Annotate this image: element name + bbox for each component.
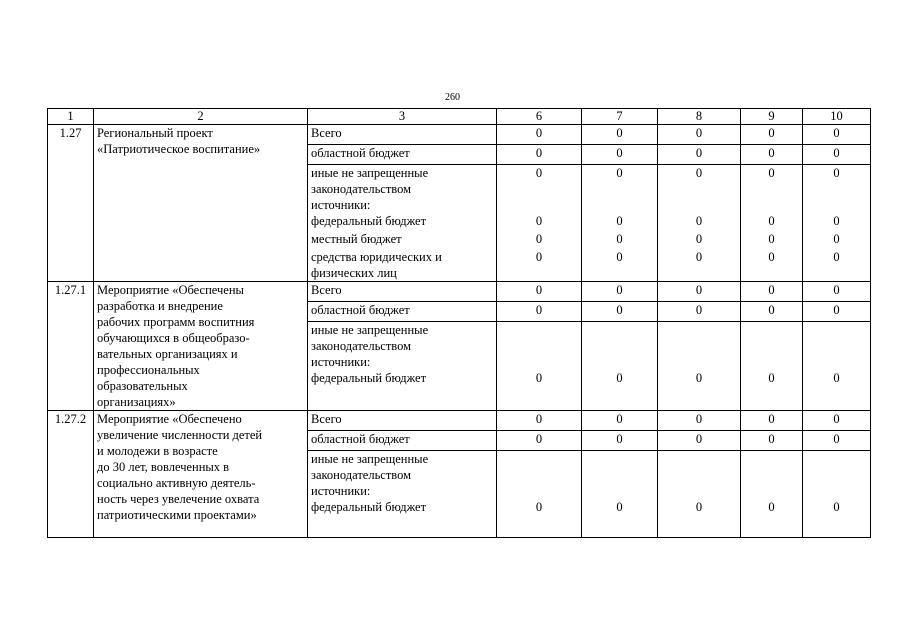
value-cell: 0 — [497, 322, 582, 411]
header-cell: 9 — [741, 109, 803, 125]
value-cell: 0 — [803, 145, 871, 165]
value-cell: 0 — [803, 282, 871, 302]
value-cell: 0 0 0 0 — [741, 165, 803, 282]
source-label — [308, 322, 497, 411]
source-line: законодательством — [311, 182, 412, 196]
value-cell: 0 0 0 0 — [582, 165, 658, 282]
name-line: Мероприятие «Обеспечено — [97, 412, 242, 426]
name-line: социально активную деятель- — [97, 476, 256, 490]
value-cell: 0 — [741, 451, 803, 538]
value-cell: 0 — [803, 451, 871, 538]
value-cell: 0 — [658, 282, 741, 302]
value-cell: 0 0 0 0 — [658, 165, 741, 282]
source-line: федеральный бюджет — [311, 500, 427, 514]
header-cell: 3 — [308, 109, 497, 125]
value-cell: 0 — [497, 451, 582, 538]
name-line: обучающихся в общеобразо- — [97, 331, 250, 345]
value-cell: 0 — [582, 322, 658, 411]
name-line: увеличение численности детей — [97, 428, 263, 442]
source-line: законодательством — [311, 339, 412, 353]
table-row — [48, 282, 871, 302]
header-row — [48, 109, 871, 125]
header-cell: 1 — [48, 109, 94, 125]
name-line: Региональный проект — [97, 126, 213, 140]
value-cell: 0 — [582, 451, 658, 538]
name-line: организациях» — [97, 395, 176, 409]
name-line: до 30 лет, вовлеченных в — [97, 460, 230, 474]
source-label: областной бюджет — [308, 302, 497, 322]
page-number: 260 — [445, 92, 460, 103]
source-label: Всего — [308, 411, 497, 431]
header-cell: 7 — [582, 109, 658, 125]
value-cell: 0 — [582, 411, 658, 431]
header-cell: 2 — [94, 109, 308, 125]
source-line: федеральный бюджет — [311, 371, 427, 385]
value-cell: 0 — [658, 431, 741, 451]
name-line: рабочих программ воспитния — [97, 315, 255, 329]
name-line: ность через увелечение охвата — [97, 492, 260, 506]
row-name — [94, 282, 308, 411]
header-cell: 8 — [658, 109, 741, 125]
name-line: профессиональных — [97, 363, 200, 377]
value-cell: 0 0 0 0 — [803, 165, 871, 282]
value-cell: 0 — [582, 431, 658, 451]
row-code: 1.27.2 — [48, 411, 94, 538]
source-label: областной бюджет — [308, 431, 497, 451]
value-cell: 0 — [658, 302, 741, 322]
name-line: вательных организациях и — [97, 347, 238, 361]
source-label — [308, 451, 497, 538]
source-line: средства юридических и — [311, 250, 442, 264]
source-line: федеральный бюджет — [311, 214, 427, 228]
row-code: 1.27 — [48, 125, 94, 282]
value-cell: 0 — [658, 411, 741, 431]
source-label — [308, 165, 497, 282]
value-cell: 0 — [741, 145, 803, 165]
value-cell: 0 — [658, 145, 741, 165]
name-line: «Патриотическое воспитание» — [97, 142, 261, 156]
source-label: Всего — [308, 282, 497, 302]
value-cell: 0 — [497, 302, 582, 322]
value-cell: 0 — [803, 302, 871, 322]
value-cell: 0 — [658, 451, 741, 538]
table-row — [48, 411, 871, 431]
value-cell: 0 — [582, 282, 658, 302]
source-label: Всего — [308, 125, 497, 145]
value-cell: 0 — [582, 125, 658, 145]
value-cell: 0 — [497, 145, 582, 165]
row-code: 1.27.1 — [48, 282, 94, 411]
source-line: местный бюджет — [311, 232, 402, 246]
source-line: иные не запрещенные — [311, 323, 429, 337]
row-name — [94, 411, 308, 538]
value-cell: 0 — [803, 431, 871, 451]
value-cell: 0 — [803, 322, 871, 411]
value-cell: 0 — [741, 282, 803, 302]
value-cell: 0 — [497, 411, 582, 431]
value-cell: 0 — [741, 125, 803, 145]
header-cell: 10 — [803, 109, 871, 125]
source-line: иные не запрещенные — [311, 452, 429, 466]
source-line: иные не запрещенные — [311, 166, 429, 180]
source-line: законодательством — [311, 468, 412, 482]
header-cell: 6 — [497, 109, 582, 125]
name-line: патриотическими проектами» — [97, 508, 257, 522]
name-line: разработка и внедрение — [97, 299, 223, 313]
source-line: источники: — [311, 198, 371, 212]
value-cell: 0 — [497, 125, 582, 145]
value-cell: 0 — [741, 322, 803, 411]
source-line: физических лиц — [311, 266, 397, 280]
value-cell: 0 — [582, 145, 658, 165]
name-line: Мероприятие «Обеспечены — [97, 283, 244, 297]
name-line: образовательных — [97, 379, 188, 393]
budget-table — [47, 108, 871, 538]
name-line: и молодежи в возрасте — [97, 444, 218, 458]
source-line: источники: — [311, 484, 371, 498]
source-line: источники: — [311, 355, 371, 369]
value-cell: 0 0 0 0 — [497, 165, 582, 282]
value-cell: 0 — [741, 431, 803, 451]
value-cell: 0 — [582, 302, 658, 322]
table-row — [48, 125, 871, 145]
source-label: областной бюджет — [308, 145, 497, 165]
value-cell: 0 — [741, 302, 803, 322]
value-cell: 0 — [497, 431, 582, 451]
value-cell: 0 — [803, 411, 871, 431]
value-cell: 0 — [658, 125, 741, 145]
row-name — [94, 125, 308, 282]
value-cell: 0 — [658, 322, 741, 411]
value-cell: 0 — [741, 411, 803, 431]
value-cell: 0 — [497, 282, 582, 302]
value-cell: 0 — [803, 125, 871, 145]
